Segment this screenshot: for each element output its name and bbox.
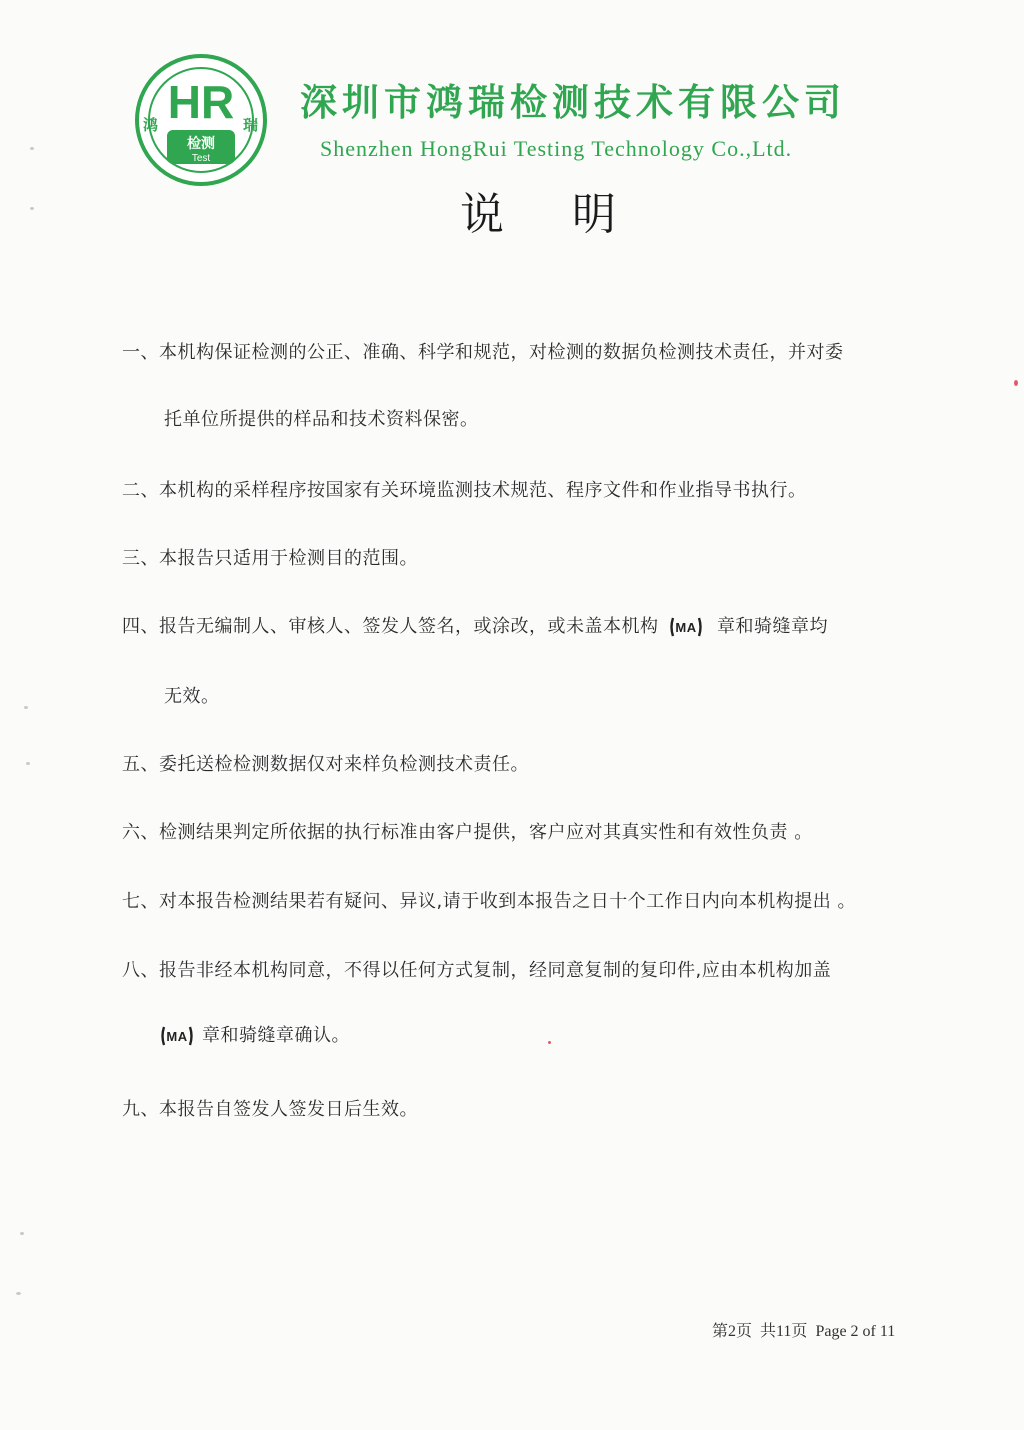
item-4-text-pre: 四、报告无编制人、审核人、签发人签名，或涂改，或未盖本机构: [122, 616, 659, 637]
item-1-line-1: 一、本机构保证检测的公正、准确、科学和规范，对检测的数据负检测技术责任，并对委: [122, 342, 844, 363]
scan-speck: [30, 147, 34, 150]
cma-seal-icon-2: [160, 1025, 194, 1047]
item-9: 九、本报告自签发人签发日后生效。: [122, 1099, 418, 1120]
item-4-line-1: [122, 612, 828, 638]
document-title: 说明: [460, 189, 684, 240]
logo-sub-text: 检测: [187, 136, 215, 152]
cma-seal-icon: [669, 616, 703, 638]
item-6: 六、检测结果判定所依据的执行标准由客户提供，客户应对其真实性和有效性负责 。: [122, 822, 813, 843]
company-name-en: Shenzhen HongRui Testing Technology Co.,Ltd.: [320, 136, 793, 161]
item-4-text-post: 章和骑缝章均: [716, 616, 828, 637]
company-name-cn: 深圳市鸿瑞检测技术有限公司: [300, 81, 846, 124]
logo-hr-text: HR: [167, 76, 235, 128]
scan-speck: [24, 706, 28, 709]
cma-seal-text: MA: [675, 620, 697, 635]
item-3: 三、本报告只适用于检测目的范围。: [122, 548, 418, 569]
item-4-line-2: 无效。: [164, 686, 220, 707]
scan-speck: [16, 1292, 21, 1295]
item-8-text-post: 章和骑缝章确认。: [202, 1025, 350, 1046]
item-8-line-2: [160, 1021, 350, 1047]
item-8-line-1: 八、报告非经本机构同意，不得以任何方式复制，经同意复制的复印件,应由本机构加盖: [122, 960, 832, 981]
item-5: 五、委托送检检测数据仅对来样负检测技术责任。: [122, 754, 529, 775]
scan-speck: [26, 762, 30, 765]
logo-left-char: 鸿: [143, 116, 159, 134]
scan-speck: [1014, 380, 1018, 386]
cma-seal-text-2: MA: [166, 1029, 188, 1044]
page-footer: [712, 1318, 899, 1341]
item-7: 七、对本报告检测结果若有疑问、异议,请于收到本报告之日十个工作日内向本机构提出 。: [122, 891, 856, 912]
company-logo: [133, 52, 269, 188]
scan-speck: [548, 1041, 551, 1044]
item-1-line-2: 托单位所提供的样品和技术资料保密。: [164, 409, 479, 430]
footer-total-cn: 共11页: [760, 1323, 808, 1340]
footer-page-cn: 第2页: [712, 1323, 753, 1340]
scan-speck: [30, 207, 34, 210]
scan-speck: [20, 1232, 24, 1235]
logo-right-char: 瑞: [243, 116, 259, 134]
item-2: 二、本机构的采样程序按国家有关环境监测技术规范、程序文件和作业指导书执行。: [122, 480, 807, 501]
footer-page-en: Page 2 of 11: [815, 1323, 896, 1340]
logo-test-text: Test: [191, 153, 211, 164]
